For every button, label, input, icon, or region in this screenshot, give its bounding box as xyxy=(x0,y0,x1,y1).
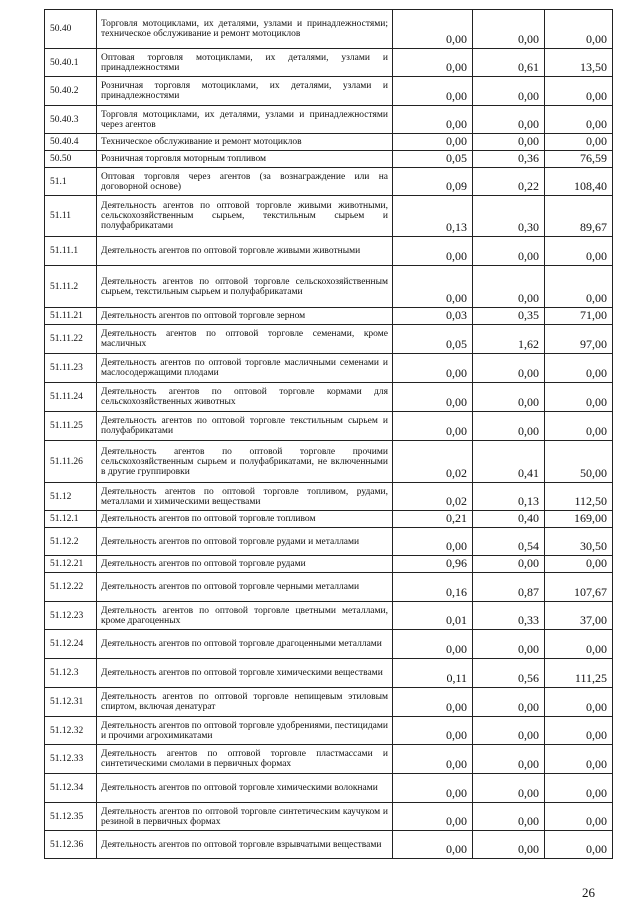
value-column-3: 0,00 xyxy=(545,354,613,383)
value-column-2: 0,33 xyxy=(473,602,545,630)
activity-description: Розничная торговля мотоциклами, их деталями, узлами и принадлежностями xyxy=(97,77,393,106)
value-column-2: 0,40 xyxy=(473,511,545,528)
table-row xyxy=(45,441,613,483)
value-column-1: 0,05 xyxy=(393,151,473,168)
activity-code: 51.12.35 xyxy=(45,803,97,831)
value-column-1: 0,03 xyxy=(393,308,473,325)
value-column-1: 0,02 xyxy=(393,441,473,483)
value-column-1: 0,00 xyxy=(393,383,473,412)
activity-description: Деятельность агентов по оптовой торговле живыми животными, сельскохозяйственным сырьем, текстильным сырьем и полуфабрикатами xyxy=(97,196,393,237)
value-column-2: 0,00 xyxy=(473,134,545,151)
value-column-3: 0,00 xyxy=(545,688,613,717)
table-row xyxy=(45,106,613,134)
activity-code: 51.11.22 xyxy=(45,325,97,354)
value-column-2: 0,00 xyxy=(473,354,545,383)
table-row xyxy=(45,602,613,630)
value-column-3: 0,00 xyxy=(545,383,613,412)
activity-description: Деятельность агентов по оптовой торговле текстильным сырьем и полуфабрикатами xyxy=(97,412,393,441)
activity-code: 51.11.26 xyxy=(45,441,97,483)
activity-code: 50.40 xyxy=(45,10,97,49)
activity-code: 51.12.33 xyxy=(45,745,97,774)
activity-description: Оптовая торговля мотоциклами, их деталями, узлами и принадлежностями xyxy=(97,49,393,77)
value-column-1: 0,00 xyxy=(393,106,473,134)
value-column-3: 0,00 xyxy=(545,77,613,106)
activity-code: 51.12 xyxy=(45,483,97,511)
value-column-2: 0,87 xyxy=(473,573,545,602)
value-column-2: 0,00 xyxy=(473,717,545,745)
activity-codes-table xyxy=(44,9,613,859)
activity-description: Деятельность агентов по оптовой торговле пластмассами и синтетическими смолами в первичных формах xyxy=(97,745,393,774)
value-column-3: 50,00 xyxy=(545,441,613,483)
activity-description: Деятельность агентов по оптовой торговле кормами для сельскохозяйственных животных xyxy=(97,383,393,412)
value-column-3: 37,00 xyxy=(545,602,613,630)
value-column-2: 0,00 xyxy=(473,266,545,308)
table-row xyxy=(45,354,613,383)
table-row xyxy=(45,528,613,556)
table-row xyxy=(45,134,613,151)
activity-description: Деятельность агентов по оптовой торговле прочими сельскохозяйственным сырьем и полуфабрикатами, не включенными в другие группировки xyxy=(97,441,393,483)
value-column-3: 97,00 xyxy=(545,325,613,354)
value-column-3: 112,50 xyxy=(545,483,613,511)
value-column-3: 0,00 xyxy=(545,556,613,573)
value-column-2: 0,00 xyxy=(473,412,545,441)
activity-code: 51.12.1 xyxy=(45,511,97,528)
activity-code: 51.12.34 xyxy=(45,774,97,803)
value-column-3: 89,67 xyxy=(545,196,613,237)
value-column-2: 0,35 xyxy=(473,308,545,325)
table-row xyxy=(45,151,613,168)
activity-description: Деятельность агентов по оптовой торговле сельскохозяйственным сырьем, текстильным сырьем и полуфабрикатами xyxy=(97,266,393,308)
activity-code: 51.11.21 xyxy=(45,308,97,325)
value-column-1: 0,00 xyxy=(393,10,473,49)
activity-code: 51.12.31 xyxy=(45,688,97,717)
page-number: 26 xyxy=(582,885,595,900)
value-column-3: 169,00 xyxy=(545,511,613,528)
activity-code: 51.11.24 xyxy=(45,383,97,412)
value-column-1: 0,00 xyxy=(393,266,473,308)
value-column-1: 0,00 xyxy=(393,745,473,774)
value-column-2: 0,00 xyxy=(473,745,545,774)
table-row xyxy=(45,688,613,717)
table-row xyxy=(45,325,613,354)
table-row xyxy=(45,49,613,77)
value-column-3: 30,50 xyxy=(545,528,613,556)
value-column-3: 0,00 xyxy=(545,745,613,774)
value-column-2: 0,00 xyxy=(473,106,545,134)
table-row xyxy=(45,745,613,774)
activity-description: Деятельность агентов по оптовой торговле семенами, кроме масличных xyxy=(97,325,393,354)
value-column-1: 0,00 xyxy=(393,354,473,383)
value-column-2: 0,00 xyxy=(473,688,545,717)
activity-code: 50.40.3 xyxy=(45,106,97,134)
activity-code: 51.11.25 xyxy=(45,412,97,441)
value-column-1: 0,00 xyxy=(393,831,473,859)
value-column-2: 0,30 xyxy=(473,196,545,237)
table-row xyxy=(45,168,613,196)
activity-description: Деятельность агентов по оптовой торговле топливом, рудами, металлами и химическими веществами xyxy=(97,483,393,511)
activity-code: 50.40.1 xyxy=(45,49,97,77)
value-column-3: 0,00 xyxy=(545,630,613,659)
value-column-3: 76,59 xyxy=(545,151,613,168)
value-column-3: 0,00 xyxy=(545,412,613,441)
table-row xyxy=(45,10,613,49)
value-column-2: 0,36 xyxy=(473,151,545,168)
value-column-2: 0,00 xyxy=(473,630,545,659)
table-row xyxy=(45,803,613,831)
value-column-1: 0,96 xyxy=(393,556,473,573)
activity-code: 51.11.1 xyxy=(45,237,97,266)
value-column-3: 71,00 xyxy=(545,308,613,325)
value-column-1: 0,00 xyxy=(393,688,473,717)
value-column-3: 111,25 xyxy=(545,659,613,688)
table-row xyxy=(45,383,613,412)
activity-description: Деятельность агентов по оптовой торговле топливом xyxy=(97,511,393,528)
activity-description: Деятельность агентов по оптовой торговле масличными семенами и маслосодержащими плодами xyxy=(97,354,393,383)
table-row xyxy=(45,412,613,441)
value-column-3: 0,00 xyxy=(545,106,613,134)
value-column-2: 0,56 xyxy=(473,659,545,688)
value-column-3: 108,40 xyxy=(545,168,613,196)
value-column-3: 0,00 xyxy=(545,803,613,831)
value-column-2: 0,22 xyxy=(473,168,545,196)
value-column-3: 107,67 xyxy=(545,573,613,602)
activity-code: 51.12.22 xyxy=(45,573,97,602)
activity-description: Деятельность агентов по оптовой торговле зерном xyxy=(97,308,393,325)
value-column-1: 0,05 xyxy=(393,325,473,354)
value-column-2: 0,00 xyxy=(473,10,545,49)
value-column-1: 0,11 xyxy=(393,659,473,688)
activity-description: Деятельность агентов по оптовой торговле взрывчатыми веществами xyxy=(97,831,393,859)
value-column-1: 0,00 xyxy=(393,77,473,106)
table-row xyxy=(45,237,613,266)
activity-description: Деятельность агентов по оптовой торговле живыми животными xyxy=(97,237,393,266)
table-row xyxy=(45,511,613,528)
activity-description: Деятельность агентов по оптовой торговле рудами xyxy=(97,556,393,573)
table-row xyxy=(45,630,613,659)
activity-code: 51.12.2 xyxy=(45,528,97,556)
table-row xyxy=(45,774,613,803)
value-column-1: 0,00 xyxy=(393,774,473,803)
value-column-3: 0,00 xyxy=(545,717,613,745)
table-row xyxy=(45,266,613,308)
activity-code: 51.1 xyxy=(45,168,97,196)
value-column-2: 0,61 xyxy=(473,49,545,77)
value-column-2: 0,00 xyxy=(473,774,545,803)
value-column-2: 1,62 xyxy=(473,325,545,354)
value-column-1: 0,13 xyxy=(393,196,473,237)
activity-code: 51.12.3 xyxy=(45,659,97,688)
activity-code: 51.12.32 xyxy=(45,717,97,745)
value-column-1: 0,00 xyxy=(393,630,473,659)
value-column-3: 0,00 xyxy=(545,831,613,859)
value-column-3: 0,00 xyxy=(545,266,613,308)
value-column-3: 0,00 xyxy=(545,237,613,266)
table-row xyxy=(45,717,613,745)
activity-code: 50.50 xyxy=(45,151,97,168)
activity-code: 50.40.4 xyxy=(45,134,97,151)
value-column-3: 0,00 xyxy=(545,10,613,49)
activity-code: 51.12.36 xyxy=(45,831,97,859)
activity-description: Деятельность агентов по оптовой торговле драгоценными металлами xyxy=(97,630,393,659)
activity-code: 51.11 xyxy=(45,196,97,237)
value-column-2: 0,13 xyxy=(473,483,545,511)
activity-description: Оптовая торговля через агентов (за вознаграждение или на договорной основе) xyxy=(97,168,393,196)
value-column-3: 0,00 xyxy=(545,774,613,803)
activity-description: Техническое обслуживание и ремонт мотоциклов xyxy=(97,134,393,151)
value-column-1: 0,00 xyxy=(393,237,473,266)
value-column-2: 0,00 xyxy=(473,77,545,106)
value-column-2: 0,41 xyxy=(473,441,545,483)
value-column-1: 0,00 xyxy=(393,49,473,77)
activity-code: 51.12.21 xyxy=(45,556,97,573)
activity-description: Деятельность агентов по оптовой торговле удобрениями, пестицидами и прочими агрохимикатами xyxy=(97,717,393,745)
activity-code: 51.12.23 xyxy=(45,602,97,630)
value-column-1: 0,00 xyxy=(393,528,473,556)
activity-description: Деятельность агентов по оптовой торговле непищевым этиловым спиртом, включая денатурат xyxy=(97,688,393,717)
table-row xyxy=(45,659,613,688)
activity-description: Торговля мотоциклами, их деталями, узлами и принадлежностями через агентов xyxy=(97,106,393,134)
table-row xyxy=(45,196,613,237)
activity-description: Деятельность агентов по оптовой торговле синтетическим каучуком и резиной в первичных формах xyxy=(97,803,393,831)
table-row xyxy=(45,556,613,573)
activity-code: 50.40.2 xyxy=(45,77,97,106)
table-row xyxy=(45,831,613,859)
value-column-1: 0,00 xyxy=(393,412,473,441)
activity-description: Торговля мотоциклами, их деталями, узлами и принадлежностями; техническое обслуживание и ремонт мотоциклов xyxy=(97,10,393,49)
activity-code: 51.11.2 xyxy=(45,266,97,308)
value-column-1: 0,00 xyxy=(393,134,473,151)
activity-description: Деятельность агентов по оптовой торговле химическими веществами xyxy=(97,659,393,688)
value-column-1: 0,16 xyxy=(393,573,473,602)
activity-code: 51.11.23 xyxy=(45,354,97,383)
value-column-1: 0,00 xyxy=(393,717,473,745)
value-column-2: 0,00 xyxy=(473,237,545,266)
activity-description: Розничная торговля моторным топливом xyxy=(97,151,393,168)
value-column-1: 0,00 xyxy=(393,803,473,831)
value-column-1: 0,09 xyxy=(393,168,473,196)
activity-description: Деятельность агентов по оптовой торговле рудами и металлами xyxy=(97,528,393,556)
value-column-1: 0,21 xyxy=(393,511,473,528)
activity-description: Деятельность агентов по оптовой торговле цветными металлами, кроме драгоценных xyxy=(97,602,393,630)
activity-description: Деятельность агентов по оптовой торговле черными металлами xyxy=(97,573,393,602)
activity-description: Деятельность агентов по оптовой торговле химическими волокнами xyxy=(97,774,393,803)
value-column-3: 0,00 xyxy=(545,134,613,151)
value-column-2: 0,00 xyxy=(473,803,545,831)
value-column-3: 13,50 xyxy=(545,49,613,77)
table-row xyxy=(45,573,613,602)
table-row xyxy=(45,77,613,106)
value-column-1: 0,02 xyxy=(393,483,473,511)
value-column-2: 0,00 xyxy=(473,831,545,859)
value-column-2: 0,00 xyxy=(473,556,545,573)
value-column-2: 0,54 xyxy=(473,528,545,556)
value-column-1: 0,01 xyxy=(393,602,473,630)
activity-code: 51.12.24 xyxy=(45,630,97,659)
table-row xyxy=(45,308,613,325)
table-row xyxy=(45,483,613,511)
value-column-2: 0,00 xyxy=(473,383,545,412)
